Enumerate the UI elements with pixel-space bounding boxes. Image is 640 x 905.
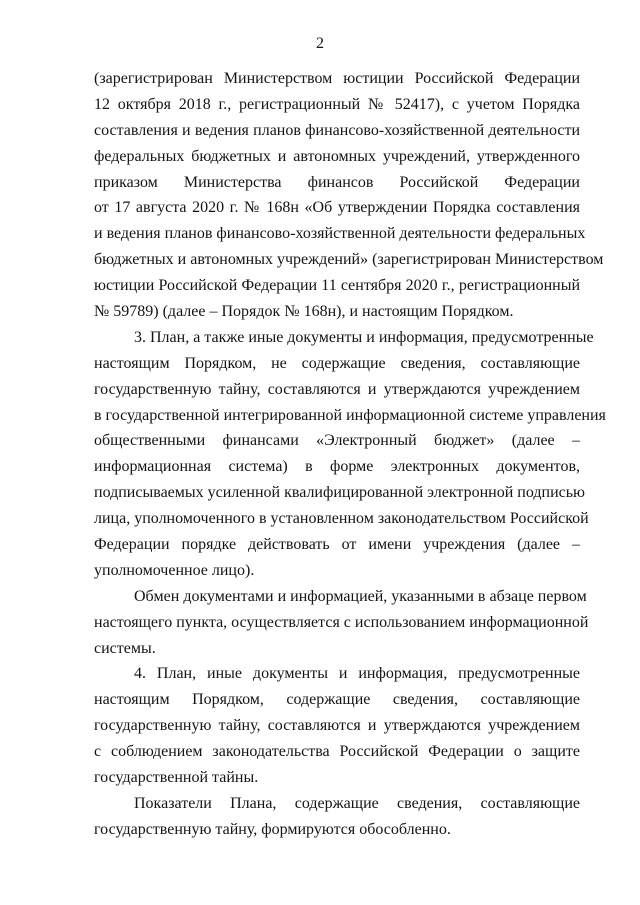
text-line: 12 октября 2018 г., регистрационный № 52417), с учетом Порядка <box>94 95 580 113</box>
text-line: с соблюдением законодательства Российской Федерации о защите <box>94 743 580 761</box>
page-number: 2 <box>316 35 324 52</box>
text-line: настоящего пункта, осуществляется с использованием информационной <box>94 613 589 631</box>
text-line: подписываемых усиленной квалифицированной электронной подписью <box>94 484 585 502</box>
paragraph-first-line: 3. План, а также иные документы и информация, предусмотренные <box>134 328 594 346</box>
text-line: от 17 августа 2020 г. № 168н «Об утверждении Порядка составления <box>94 199 580 217</box>
text-line: Федерации порядке действовать от имени учреждения (далее – <box>94 536 580 554</box>
text-line: № 59789) (далее – Порядок № 168н), и настоящим Порядком. <box>94 303 514 321</box>
text-line: бюджетных и автономных учреждений» (зарегистрирован Министерством <box>94 251 604 269</box>
text-line: приказом Министерства финансов Российской Федерации <box>94 173 580 191</box>
text-line: (зарегистрирован Министерством юстиции Российской Федерации <box>94 70 580 87</box>
text-line: юстиции Российской Федерации 11 сентября 2020 г., регистрационный <box>94 277 580 295</box>
text-line: уполномоченное лицо). <box>94 561 255 579</box>
text-line: государственную тайну, составляются и утверждаются учреждением <box>94 380 580 398</box>
text-line: в государственной интегрированной информационной системе управления <box>94 406 606 424</box>
text-line: составления и ведения планов финансово-хозяйственной деятельности <box>94 121 580 139</box>
text-line: государственную тайну, формируются обособленно. <box>94 820 451 838</box>
paragraph-first-line: Показатели Плана, содержащие сведения, составляющие <box>134 794 580 812</box>
text-line: информационная система) в форме электронных документов, <box>94 458 580 476</box>
document-body <box>94 66 606 843</box>
text-line: лица, уполномоченного в установленном законодательством Российской <box>94 510 589 528</box>
text-line: настоящим Порядком, не содержащие сведения, составляющие <box>94 354 580 372</box>
text-line: системы. <box>94 639 156 657</box>
paragraph-first-line: 4. План, иные документы и информация, предусмотренные <box>134 665 580 683</box>
text-line: общественными финансами «Электронный бюджет» (далее – <box>94 432 580 450</box>
paragraph-first-line: Обмен документами и информацией, указанными в абзаце первом <box>134 587 587 605</box>
text-line: федеральных бюджетных и автономных учреждений, утвержденного <box>94 147 580 165</box>
text-line: государственную тайну, составляются и утверждаются учреждением <box>94 717 580 735</box>
text-line: и ведения планов финансово-хозяйственной деятельности федеральных <box>94 225 586 243</box>
text-line: государственной тайны. <box>94 769 259 787</box>
text-line: настоящим Порядком, содержащие сведения, составляющие <box>94 691 580 709</box>
